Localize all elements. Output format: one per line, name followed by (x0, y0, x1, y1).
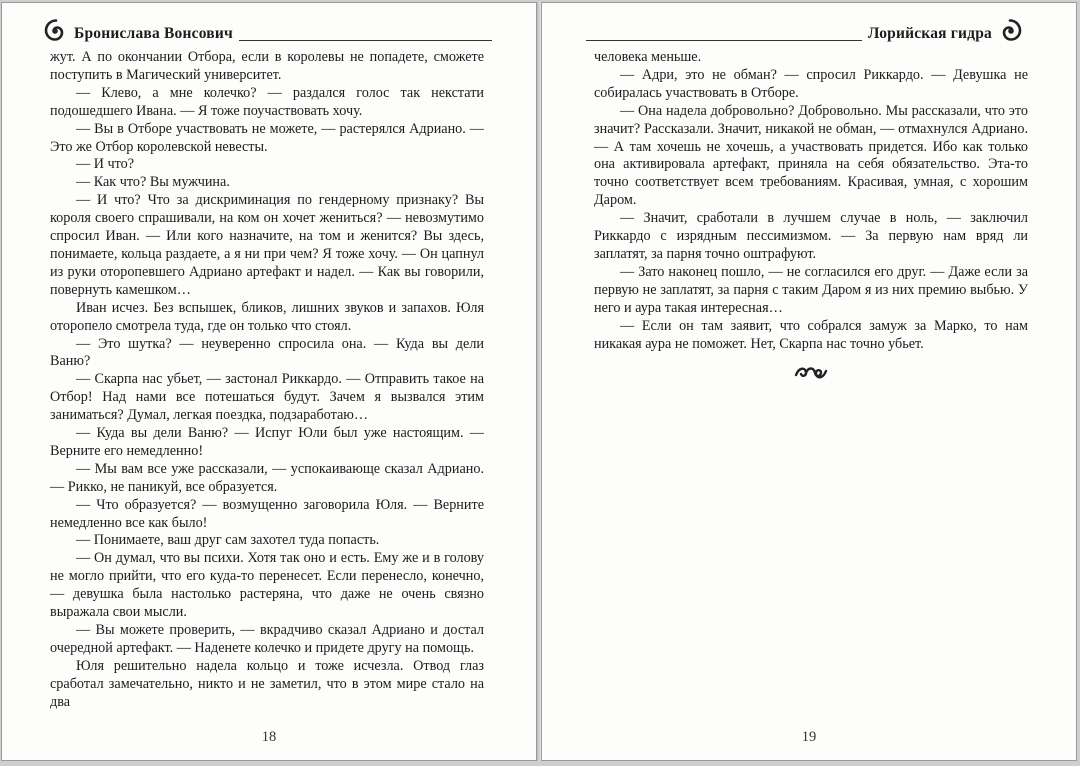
paragraph: — Скарпа нас убьет, — застонал Риккардо. — Отправить такое на Отбор! Над нами все потешаться будут. Зачем я вызвался этим заниматься? Думал, легкая поездка, подзаработаю… (50, 371, 484, 424)
paragraph: — Если он там заявит, что собрался замуж за Марко, то нам никакая аура не поможет. Нет, Скарпа нас точно убьет. (594, 317, 1028, 352)
page-number: 19 (801, 729, 817, 745)
paragraph: — Понимаете, ваш друг сам захотел туда попасть. (76, 532, 380, 549)
left-page-text (50, 49, 484, 712)
paragraph: — Это шутка? — неуверенно спросила она. — Куда вы дели Ваню? (50, 335, 484, 370)
chapter-end-ornament (594, 363, 1028, 385)
book-title: Лорийская гидра (867, 25, 992, 42)
spiral-swirl-icon (998, 18, 1024, 44)
paragraph: — И что? (76, 156, 135, 173)
paragraph: Юля решительно надела кольцо и тоже исчезла. Отвод глаз сработал замечательно, никто и не заметил, что в этом мире стало на два (50, 657, 484, 710)
paragraph: — Что образуется? — возмущенно заговорила Юля. — Верните немедленно все как было! (50, 496, 484, 531)
paragraph: — Он думал, что вы психи. Хотя так оно и есть. Ему же и в голову не могло прийти, что его куда-то перенесет. Если перенесло, конечно, — девушка была настолько растеряна, что даже не очень связно выражала свои мысли. (50, 550, 484, 621)
paragraph: человека меньше. (594, 49, 702, 65)
page-number: 18 (261, 729, 277, 745)
wave-scroll-ornament-icon (794, 363, 828, 383)
paragraph: — И что? Что за дискриминация по гендерному признаку? Вы короля своего спрашивали, на ком он хочет жениться? — невозмутимо спросил Иван. — Или кого назначите, на том и женится? Вы здесь, понимаете, кольца раздаете, а я ни при чем? Я тоже хочу. — Он цапнул из руки оторопевшего Адриано артефакт и надел. — Как вы говорили, повернуть камешком… (50, 192, 484, 298)
paragraph: — Как что? Вы мужчина. (76, 174, 230, 191)
spiral-swirl-icon (42, 18, 68, 44)
left-page (1, 2, 537, 761)
paragraph: — Значит, сработали в лучшем случае в ноль, — заключил Риккардо с изрядным пессимизмом. — За первую нам вряд ли заплатят, за парня точно оштрафуют. (594, 210, 1028, 262)
paragraph: жут. А по окончании Отбора, если в королевы не попадете, сможете поступить в Магический университет. (50, 49, 484, 83)
paragraph: — Адри, это не обман? — спросил Риккардо. — Девушка не собиралась участвовать в Отборе. (594, 66, 1028, 101)
paragraph: — Она надела добровольно? Добровольно. Мы рассказали, что это значит? Рассказали. Значит, никакой не обман, — отмахнулся Адриано. — А там хочешь не хочешь, а участвовать придется. Ибо как только она активировала артефакт, приняла на себя обязательство. Эта-то точно соответствует всем требованиям. Красивая, умная, с хорошим Даром. (594, 102, 1028, 209)
paragraph: — Зато наконец пошло, — не согласился его друг. — Даже если за первую не заплатят, за парня с таким Даром я из них премию выбью. У него и аура такая интересная… (594, 263, 1028, 316)
right-page (541, 2, 1077, 761)
paragraph: — Мы вам все уже рассказали, — успокаивающе сказал Адриано. — Рикко, не паникуй, все образуется. (50, 460, 484, 495)
left-running-header (42, 15, 492, 47)
paragraph: — Клево, а мне колечко? — раздался голос так некстати подошедшего Ивана. — Я тоже поучаствовать хочу. (50, 84, 484, 119)
paragraph: — Вы в Отборе участвовать не можете, — растерялся Адриано. — Это же Отбор королевской невесты. (50, 120, 484, 155)
header-rule (239, 40, 492, 41)
paragraph: — Вы можете проверить, — вкрадчиво сказал Адриано и достал очередной артефакт. — Наденете колечко и придете другу на помощь. (50, 622, 484, 656)
author-name: Бронислава Вонсович (74, 25, 233, 42)
right-running-header (586, 15, 1024, 47)
header-rule (586, 40, 862, 41)
paragraph: Иван исчез. Без вспышек, бликов, лишних звуков и запахов. Юля оторопело смотрела туда, где он только что стоял. (50, 299, 484, 334)
paragraph: — Куда вы дели Ваню? — Испуг Юли был уже настоящим. — Верните его немедленно! (50, 425, 484, 459)
right-page-text (594, 49, 1028, 385)
